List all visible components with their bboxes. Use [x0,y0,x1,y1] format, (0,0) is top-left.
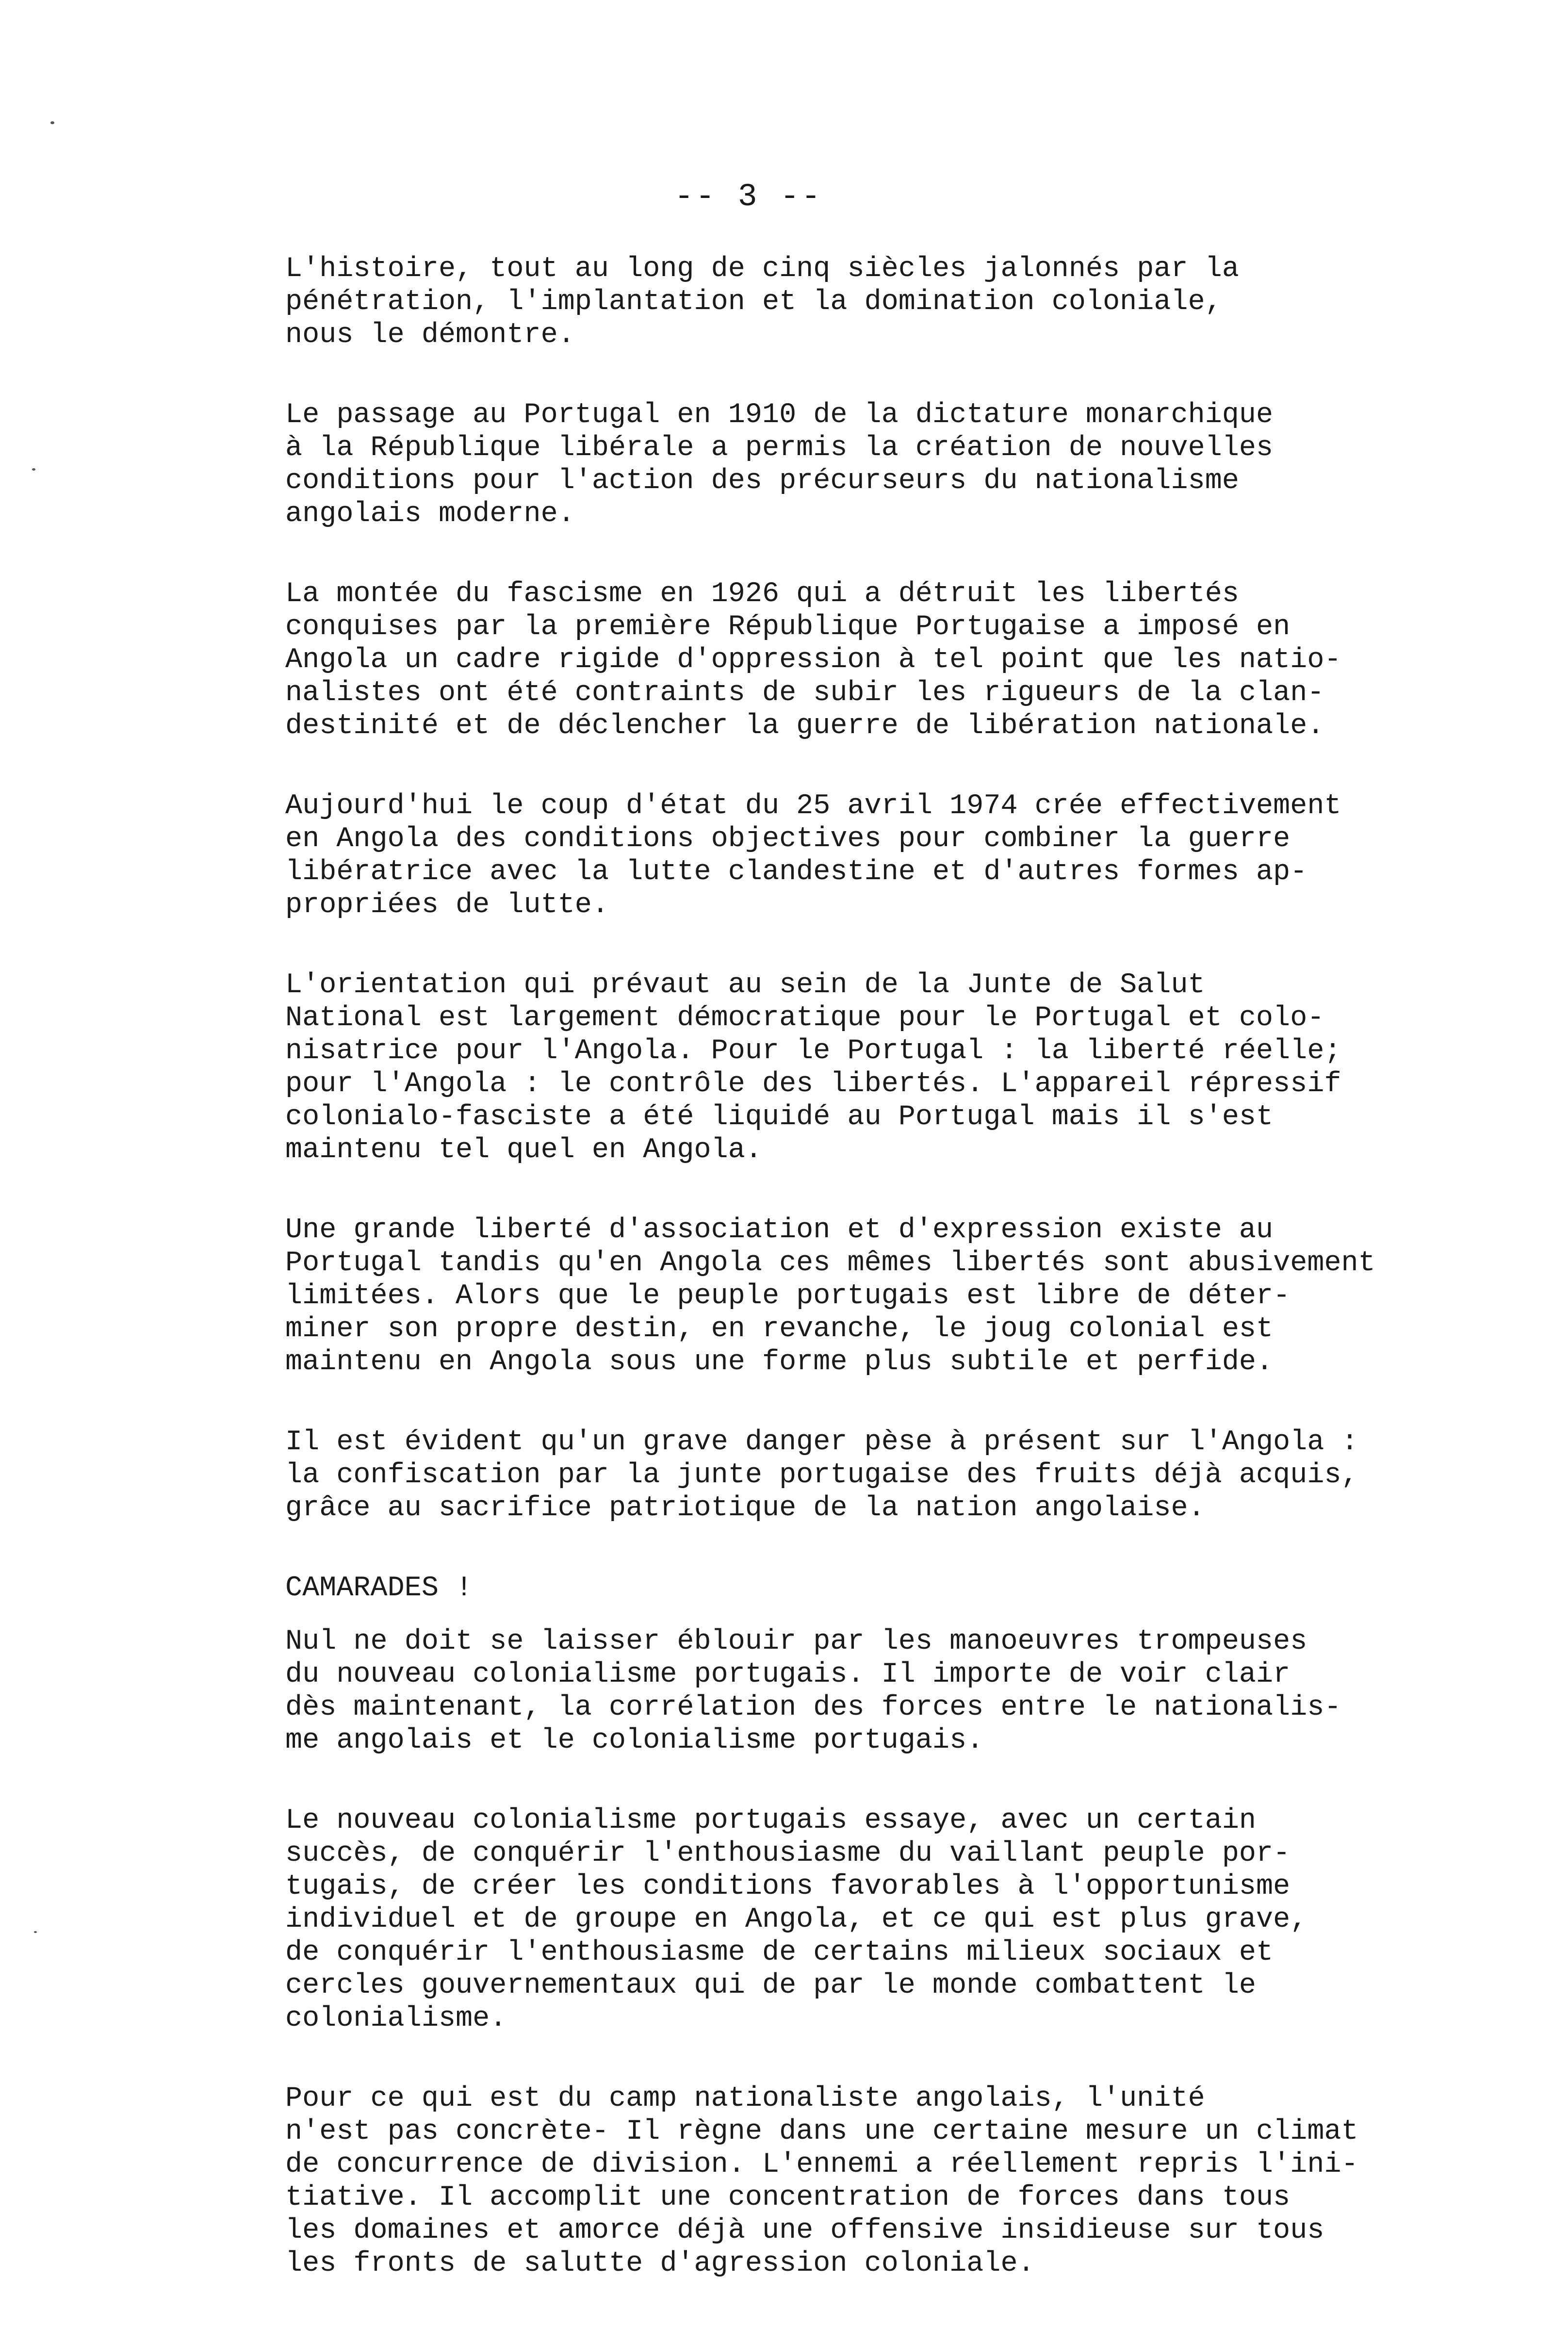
paragraph-republic-1910: Le passage au Portugal en 1910 de la dictature monarchique à la République libérale a permis la création de nouvelles conditions pour l'action des précurseurs du nationalisme angolais moderne. [285,398,1274,530]
scan-speck [50,121,54,124]
paragraph-junta-orientation: L'orientation qui prévaut au sein de la Junte de Salut National est largement démocratique pour le Portugal et colo- nisatrice pour l'Angola. Pour le Portugal : la liberté réelle; pour l'Angola : le contrôle des libertés. L'appareil répressif colonialo-fasciste a été liquidé au Portugal mais il s'est maintenu tel quel en Angola. [285,968,1341,1166]
scan-speck [34,1931,37,1933]
document-body [285,252,1450,2327]
paragraph-liberties: Une grande liberté d'association et d'expression existe au Portugal tandis qu'en Angola ces mêmes libertés sont abusivement limitées. Alors que le peuple portugais est libre de déter- miner son propre destin, en revanche, le joug colonial est maintenu en Angola sous une forme plus subtile et perfide. [285,1213,1375,1378]
paragraph-coup-1974: Aujourd'hui le coup d'état du 25 avril 1974 crée effectivement en Angola des conditions objectives pour combiner la guerre libératrice avec la lutte clandestine et d'autres formes ap- propriées de lutte. [285,789,1341,921]
section-heading: CAMARADES ! [285,1572,473,1604]
paragraph-danger: Il est évident qu'un grave danger pèse à présent sur l'Angola : la confiscation par la junte portugaise des fruits déjà acquis, grâce au sacrifice patriotique de la nation angolaise. [285,1426,1358,1524]
paragraph-fascism-1926: La montée du fascisme en 1926 qui a détruit les libertés conquises par la première République Portugaise a imposé en Angola un cadre rigide d'oppression à tel point que les natio- nalistes ont été contraints de subir les rigueurs de la clan- destinité et de déclencher la guerre de libération nationale. [285,577,1341,742]
paragraph-nationalist-camp: Pour ce qui est du camp nationaliste angolais, l'unité n'est pas concrète- Il règne dans une certaine mesure un climat de concurrence de division. L'ennemi a réellement repris l'ini- tiative. Il accomplit une concentration de forces dans tous les domaines et amorce déjà une offensive insidieuse sur tous les fronts de salutte d'agression coloniale. [285,2082,1358,2279]
scan-speck [32,468,35,471]
paragraph-history: L'histoire, tout au long de cinq siècles jalonnés par la pénétration, l'implantation et la domination coloniale, nous le démontre. [285,252,1239,351]
page-number: -- 3 -- [674,179,823,215]
paragraph-manoeuvres: Nul ne doit se laisser éblouir par les manoeuvres trompeuses du nouveau colonialisme portugais. Il importe de voir clair dès maintenant, la corrélation des forces entre le nationalis- me angolais et le colonialisme portugais. [285,1625,1341,1756]
paragraph-new-colonialism: Le nouveau colonialisme portugais essaye, avec un certain succès, de conquérir l'enthousiasme du vaillant peuple por- tugais, de créer les conditions favorables à l'opportunisme individuel et de groupe en Angola, et ce qui est plus grave, de conquérir l'enthousiasme de certains milieux sociaux et cercles gouvernementaux qui de par le monde combattent le colonialisme. [285,1804,1307,2034]
